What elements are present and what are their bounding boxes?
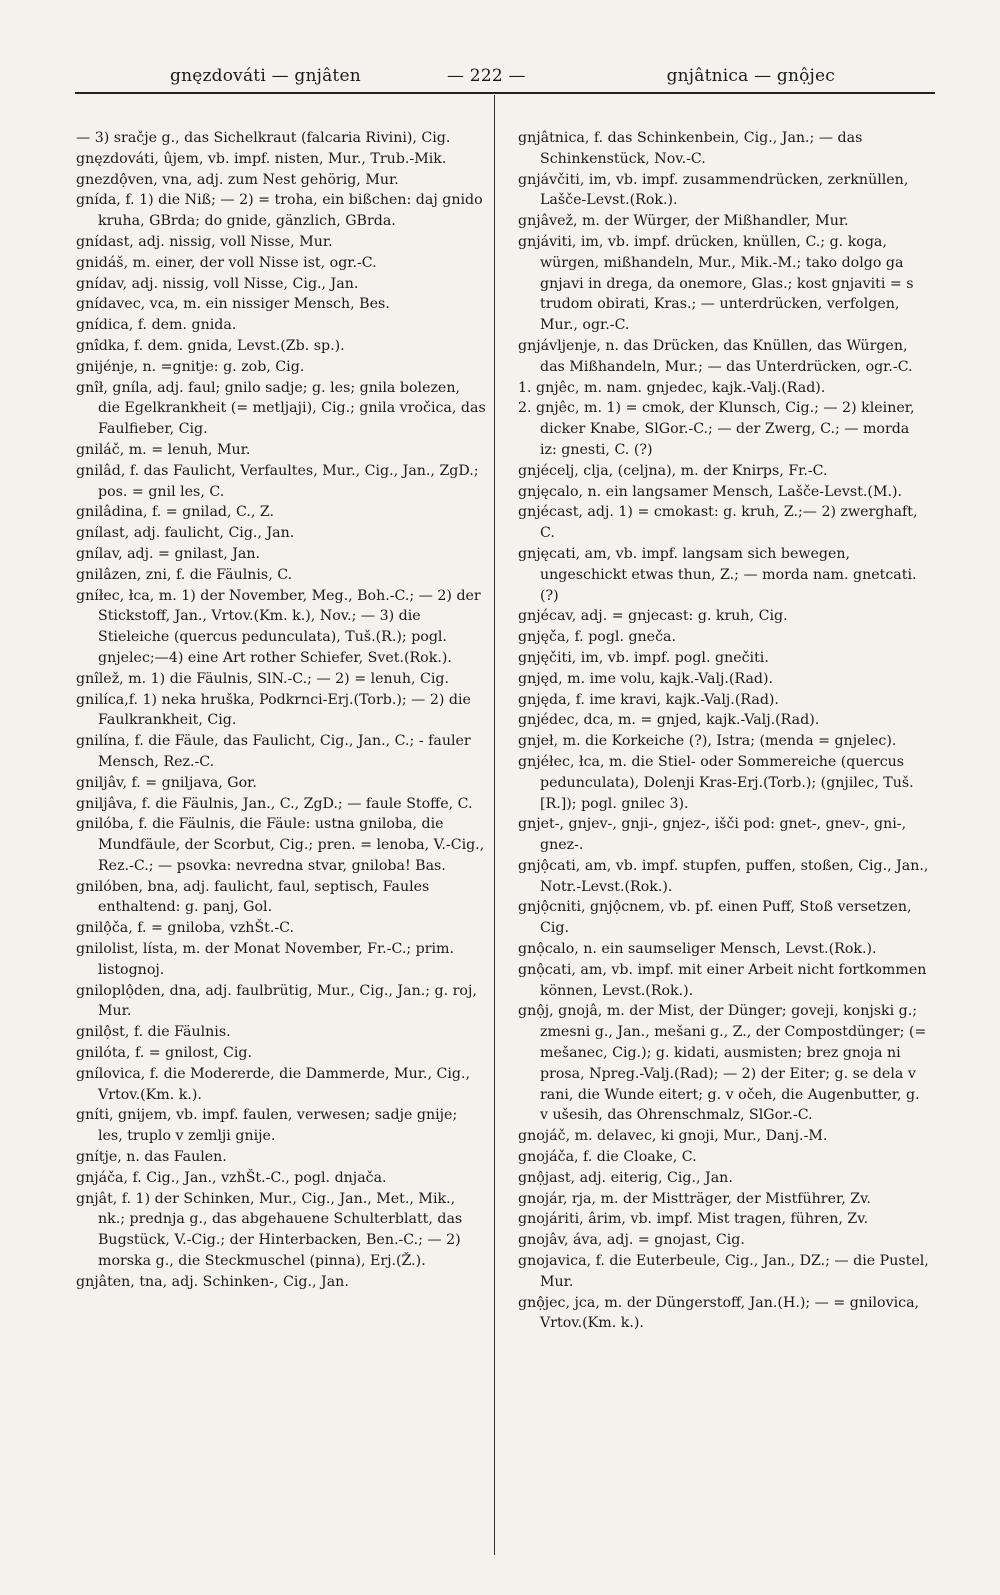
dictionary-entry: 2. gnjêc, m. 1) = cmok, der Klunsch, Cig.; — 2) kleiner, dicker Knabe, SlGor.-C.; — der Zwerg, C.; — morda iz: gnesti, C. (?) [518,400,915,458]
page-header [75,60,930,94]
dictionary-entry: gnídavec, vca, m. ein nissiger Mensch, Bes. [76,296,390,313]
dictionary-entry: gnijénje, n. =gnitje: g. zob, Cig. [76,358,305,375]
dictionary-entry: gnjécast, adj. 1) = cmokast: g. kruh, Z.;— 2) zwerghaft, C. [518,504,918,542]
dictionary-entry: gniljâva, f. die Fäulnis, Jan., C., ZgD.; — faule Stoffe, C. [76,795,473,812]
dictionary-entry: gnîdka, f. dem. gnida, Levst.(Zb. sp.). [76,337,345,354]
dictionary-entry: gniláč, m. = lenuh, Mur. [76,441,251,458]
left-column [76,128,486,1293]
dictionary-entry: gnilộča, f. = gniloba, vzhŠt.-C. [76,920,295,937]
dictionary-entry: gnjécelj, clja, (celjna), m. der Knirps, Fr.-C. [518,462,828,479]
dictionary-entry: 1. gnjêc, m. nam. gnjedec, kajk.-Valj.(Rad). [518,379,826,396]
dictionary-entry: — 3) sračje g., das Sichelkraut (falcaria Rivini), Cig. [76,130,451,146]
dictionary-entry: gnídica, f. dem. gnida. [76,317,237,334]
dictionary-entry: gnílast, adj. faulicht, Cig., Jan. [76,525,295,542]
dictionary-entry: gnjęcalo, n. ein langsamer Mensch, Lašče-Levst.(M.). [518,483,903,500]
dictionary-entry: gnilolist, lísta, m. der Monat November, Fr.-C.; prim. listognoj. [76,941,454,978]
dictionary-entry: gnílovica, f. die Modererde, die Dammerde, Mur., Cig., Vrtov.(Km. k.). [76,1065,470,1103]
dictionary-entry: gnjécav, adj. = gnjecast: g. kruh, Cig. [518,608,788,625]
dictionary-entry: gnilóba, f. die Fäulnis, die Fäule: ustna gniloba, die Mundfäule, der Scorbut, Cig.; pren. = lenoba, V.-Cig., Rez.-C.; — psovka: nevredna stvar, gniloba! Bas. [76,816,485,874]
dictionary-entry: gnjet-, gnjev-, gnji-, gnjez-, išči pod: gnet-, gnev-, gni-, gnez-. [518,816,907,854]
dictionary-entry: gniljâv, f. = gniljava, Gor. [76,774,257,791]
dictionary-entry: gnilína, f. die Fäule, das Faulicht, Cig., Jan., C.; - fauler Mensch, Rez.-C. [76,733,471,770]
dictionary-entry: gnjâtnica, f. das Schinkenbein, Cig., Jan.; — das Schinkenstück, Nov.-C. [518,130,863,167]
dictionary-entry: gnjâten, tna, adj. Schinken-, Cig., Jan. [76,1273,349,1290]
dictionary-entry: gnilâdina, f. = gnilad, C., Z. [76,504,275,521]
dictionary-entry: gnjáča, f. Cig., Jan., vzhŠt.-C., pogl. dnjača. [76,1169,387,1186]
dictionary-entry: gnjéłec, łca, m. die Stiel- oder Sommereiche (quercus pedunculata), Dolenji Kras-Erj.(Torb.); (gnjilec, Tuš.[R.]); pogl. gnilec 3). [518,753,914,812]
dictionary-entry: gnjộcniti, gnjộcnem, vb. pf. einen Puff, Stoß versetzen, Cig. [518,899,912,937]
dictionary-entry: gnîł, gníla, adj. faul; gnilo sadje; g. les; gnila bolezen, die Egelkrankheit (= metljaji), Cig.; gnila vročica, das Faulfieber, Cig. [76,379,486,438]
dictionary-entry: gnjávčiti, im, vb. impf. zusammendrücken, zerknüllen, Lašče-Levst.(Rok.). [518,171,909,209]
dictionary-entry: gnilâd, f. das Faulicht, Verfaultes, Mur., Cig., Jan., ZgD.; pos. = gnil les, C. [76,462,479,500]
dictionary-entry: gnộcalo, n. ein saumseliger Mensch, Levst.(Rok.). [518,941,877,958]
page-number: — 222 — [447,66,526,86]
column-divider [494,95,495,1555]
dictionary-entry: gnộcati, am, vb. impf. mit einer Arbeit nicht fortkommen können, Levst.(Rok.). [518,961,927,999]
dictionary-entry: gnjęča, f. pogl. gneča. [518,629,676,646]
dictionary-entry: gnílav, adj. = gnilast, Jan. [76,545,261,562]
dictionary-entry: gnjâvež, m. der Würger, der Mißhandler, Mur. [518,213,849,230]
dictionary-entry: gnojáča, f. die Cloake, C. [518,1149,697,1166]
dictionary-entry: gnjęčiti, im, vb. impf. pogl. gnečiti. [518,649,769,666]
dictionary-entry: gnilâzen, zni, f. die Fäulnis, C. [76,566,293,583]
dictionary-entry: gnezdộven, vna, adj. zum Nest gehörig, Mur. [76,171,399,188]
dictionary-entry: gnjávljenje, n. das Drücken, das Knüllen, das Würgen, das Mißhandeln, Mur.; — das Unterdrücken, ogr.-C. [518,337,913,375]
dictionary-entry: gnojâv, áva, adj. = gnojast, Cig. [518,1232,745,1249]
dictionary-entry: gnilóben, bna, adj. faulicht, faul, septisch, Faules enthaltend: g. panj, Gol. [76,878,430,916]
dictionary-entry: gnęzdováti, ûjem, vb. impf. nisten, Mur., Trub.-Mik. [76,150,447,167]
dictionary-entry: gnjęcati, am, vb. impf. langsam sich bewegen, ungeschickt etwas thun, Z.; — morda nam. gnetcati. (?) [518,545,917,604]
dictionary-entry: gnojavica, f. die Euterbeule, Cig., Jan., DZ.; — die Pustel, Mur. [518,1253,929,1290]
dictionary-entry: gnojáč, m. delavec, ki gnoji, Mur., Danj.-M. [518,1128,828,1145]
dictionary-entry: gníłec, łca, m. 1) der November, Meg., Boh.-C.; — 2) der Stickstoff, Jan., Vrtov.(Km. k.), Nov.; — 3) die Stieleiche (quercus pedunculata), Tuš.(R.); pogl. gnjelec;—4) eine Art rother Schiefer, Svet.(Rok.). [76,587,481,666]
dictionary-entry: gnídav, adj. nissig, voll Nisse, Cig., Jan. [76,275,359,292]
dictionary-entry: gnídast, adj. nissig, voll Nisse, Mur. [76,233,333,250]
dictionary-entry: gnộjast, adj. eiterig, Cig., Jan. [518,1169,733,1186]
dictionary-entry: gnjộcati, am, vb. impf. stupfen, puffen, stoßen, Cig., Jan., Notr.-Levst.(Rok.). [518,857,929,895]
header-rule [75,92,935,94]
dictionary-entry: gnjęda, f. ime kravi, kajk.-Valj.(Rad). [518,691,779,708]
right-column [518,128,930,1334]
dictionary-entry: gnilóta, f. = gnilost, Cig. [76,1045,252,1062]
dictionary-entry: gnilộst, f. die Fäulnis. [76,1024,231,1041]
header-left-guideword: gnęzdováti — gnjâten [170,66,361,86]
dictionary-entry: gnộj, gnojâ, m. der Mist, der Dünger; goveji, konjski g.; zmesni g., Jan., mešani g., Z., der Compostdünger; (= mešanec, Cig.); g. kidati, ausmisten; brez gnoja ni prosa, Npreg.-Valj.(Rad); — 2) der Eiter; g. se dela v rani, die Wunde eitert; g. v očeh, die Augenbutter, g. v ušesih, das Ohrenschmalz, SlGor.-C. [518,1003,927,1124]
dictionary-entry: gnilíca,f. 1) neka hruška, Podkrnci-Erj.(Torb.); — 2) die Faulkrankheit, Cig. [76,691,471,729]
dictionary-entry: gnída, f. 1) die Niß; — 2) = troha, ein bißchen: daj gnido kruha, GBrda; do gnide, gänzlich, GBrda. [76,192,483,230]
dictionary-entry: gníti, gnijem, vb. impf. faulen, verwesen; sadje gnije; les, truplo v zemlji gnije. [76,1107,458,1145]
dictionary-entry: gnjédec, dca, m. = gnjed, kajk.-Valj.(Rad). [518,712,820,729]
dictionary-entry: gnîlež, m. 1) die Fäulnis, SlN.-C.; — 2) = lenuh, Cig. [76,670,449,687]
dictionary-entry: gnjęd, m. ime volu, kajk.-Valj.(Rad). [518,670,774,687]
dictionary-entry: gnojár, rja, m. der Mistträger, der Mistführer, Zv. [518,1190,871,1207]
dictionary-entry: gnjât, f. 1) der Schinken, Mur., Cig., Jan., Met., Mik., nk.; prednja g., das abgehauene Schulterblatt, das Bugstück, V.-Cig.; der Hinterbacken, Ben.-C.; — 2) morska g., die Steckmuschel (pinna), Erj.(Ž.). [76,1190,463,1270]
dictionary-entry: gnojáriti, ârim, vb. impf. Mist tragen, führen, Zv. [518,1211,869,1228]
dictionary-entry: gnjeł, m. die Korkeiche (?), Istra; (menda = gnjelec). [518,733,897,750]
dictionary-entry: gniloplộden, dna, adj. faulbrütig, Mur., Cig., Jan.; g. roj, Mur. [76,982,477,1020]
dictionary-entry: gnítje, n. das Faulen. [76,1149,227,1166]
dictionary-entry: gnjáviti, im, vb. impf. drücken, knüllen, C.; g. koga, würgen, mißhandeln, Mur., Mik.-M.; tako dolgo ga gnjavi in drega, da onemore, Glas.; kost gnjaviti = s trudom obirati, Kras.; — unterdrücken, verfolgen, Mur., ogr.-C. [518,233,914,334]
dictionary-entry: gnộjec, jca, m. der Düngerstoff, Jan.(H.); — = gnilovica, Vrtov.(Km. k.). [518,1294,920,1332]
header-right-guideword: gnjâtnica — gnộjec [666,66,835,86]
dictionary-entry: gnidáš, m. einer, der voll Nisse ist, ogr.-C. [76,254,377,271]
